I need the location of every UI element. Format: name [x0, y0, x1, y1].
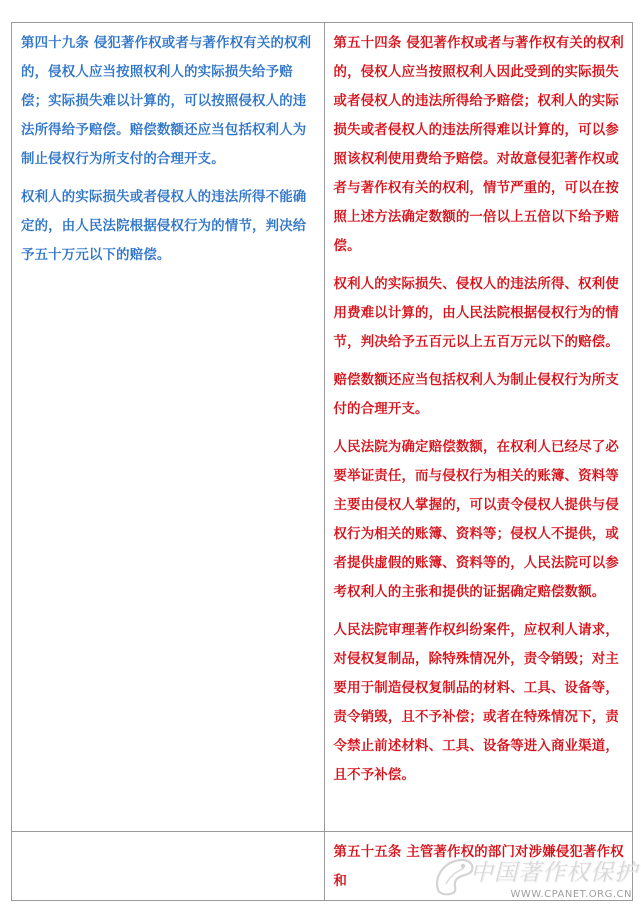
next-old-article-cell [12, 832, 325, 901]
next-new-article-cell: 第五十五条 主管著作权的部门对涉嫌侵犯著作权和 [324, 832, 632, 901]
watermark [430, 852, 638, 902]
new-article-paragraph-4: 人民法院为确定赔偿数额，在权利人已经尽了必要举证责任，而与侵权行为相关的账簿、资料等主要由侵权人掌握的，可以责令侵权人提供与侵权行为相关的账簿、资料等；侵权人不提供，或者提供虚假的账簿、资料等的，人民法院可以参考权利人的主张和提供的证据确定赔偿数额。 [333, 440, 619, 600]
old-article-cell [12, 23, 325, 832]
old-article-paragraph-1: 第四十九条 侵犯著作权或者与著作权有关的权利的，侵权人应当按照权利人的实际损失给予赔偿；实际损失难以计算的，可以按照侵权人的违法所得给予赔偿。赔偿数额还应当包括权利人为制止侵权行为所支付的合理开支。 [21, 36, 312, 167]
new-article-paragraph-1: 第五十四条 侵犯著作权或者与著作权有关的权利的，侵权人应当按照权利人因此受到的实际损失或者侵权人的违法所得给予赔偿；权利人的实际损失或者侵权人的违法所得难以计算的，可以参照该权利使用费给予赔偿。对故意侵犯著作权或者与著作权有关的权利，情节严重的，可以在按照上述方法确定数额的一倍以上五倍以下给予赔偿。 [333, 36, 624, 254]
old-article-paragraph-2: 权利人的实际损失或者侵权人的违法所得不能确定的，由人民法院根据侵权行为的情节，判决给予五十万元以下的赔偿。 [21, 190, 307, 263]
watermark-text: 中国著作权保护 [470, 860, 638, 886]
new-article-paragraph-2: 权利人的实际损失、侵权人的违法所得、权利使用费难以计算的，由人民法院根据侵权行为的情节，判决给予五百元以上五百万元以下的赔偿。 [333, 277, 619, 350]
table-row [12, 23, 633, 832]
comparison-table [11, 22, 633, 901]
new-article-paragraph-3: 赔偿数额还应当包括权利人为制止侵权行为所支付的合理开支。 [333, 373, 619, 417]
new-article-cell [324, 23, 632, 832]
new-article-paragraph-5: 人民法院审理著作权纠纷案件，应权利人请求，对侵权复制品，除特殊情况外，责令销毁；对主要用于制造侵权复制品的材料、工具、设备等，责令销毁，且不予补偿；或者在特殊情况下，责令禁止前述材料、工具、设备等进入商业渠道，且不予补偿。 [333, 623, 619, 783]
watermark-url: WWW.CPANET.ORG.CN [510, 889, 632, 900]
